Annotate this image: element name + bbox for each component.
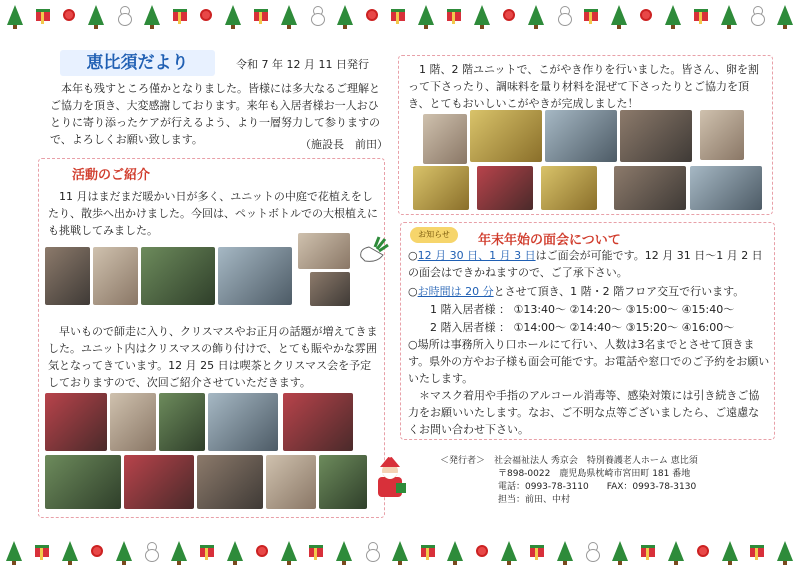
greeting-signature: （施設長 前田）: [300, 138, 388, 151]
visit-dates-line: [408, 247, 770, 281]
notice-badge: お知らせ: [410, 227, 458, 243]
gift-icon: [35, 545, 49, 557]
cooking-photo: [413, 166, 469, 210]
visit-time-note: とさせて頂き、1 階・2 階フロア交互で行います。: [493, 285, 745, 298]
cooking-photo: [477, 166, 533, 210]
christmas-tree-icon: [447, 541, 463, 561]
christmas-tree-icon: [392, 541, 408, 561]
ornament-icon: [697, 545, 709, 557]
christmas-photo: [45, 455, 121, 509]
christmas-tree-icon: [336, 541, 352, 561]
christmas-tree-icon: [62, 541, 78, 561]
radish-icon: [355, 235, 389, 265]
cooking-photo: [614, 166, 686, 210]
gift-icon: [421, 545, 435, 557]
bullet: ○: [408, 285, 418, 298]
publisher-phone: 電話：0993-78-3110 FAX：0993-78-3130: [498, 482, 697, 492]
cooking-photo: [470, 110, 542, 162]
gift-icon: [173, 9, 187, 21]
gift-icon: [391, 9, 405, 21]
christmas-tree-icon: [612, 541, 628, 561]
visit-time: お時間は 20 分: [417, 285, 494, 298]
cooking-text: 1 階、2 階ユニットで、こがやき作りを行いました。皆さん、卵を割って下さったり、調味料を量り材料を混ぜて下さったりとご協力を頂き、とてもおいしいこがやきが完成しました！: [408, 63, 759, 110]
activity-photo: [310, 272, 350, 306]
christmas-tree-icon: [144, 5, 160, 25]
activity-photo: [93, 247, 138, 305]
gift-icon: [530, 545, 544, 557]
christmas-tree-icon: [6, 541, 22, 561]
christmas-tree-icon: [665, 5, 681, 25]
christmas-photo: [45, 393, 107, 451]
ornament-icon: [91, 545, 103, 557]
christmas-tree-icon: [171, 541, 187, 561]
bullet: ○: [408, 249, 418, 262]
visit-title: 年末年始の面会について: [478, 233, 621, 248]
gift-icon: [584, 9, 598, 21]
publisher-address: 〒898-0022 鹿児島県枕崎市宮田町 181 番地: [498, 469, 691, 479]
christmas-tree-icon: [225, 5, 241, 25]
christmas-tree-icon: [281, 5, 297, 25]
christmas-tree-icon: [337, 5, 353, 25]
cooking-photo: [620, 110, 692, 162]
christmas-photo: [208, 393, 278, 451]
visit-location-text: ○場所は事務所入り口ホールにて行い、人数は3名までとさせて頂きます。県外の方やお子様も面会可能です。お電話や窓口でのご予約をお願いいたします。: [408, 338, 770, 385]
publisher-org: 社会福祉法人 秀京会 特別養護老人ホーム 恵比須: [494, 456, 698, 466]
publisher-info: [440, 455, 770, 507]
snowman-icon: [310, 6, 324, 24]
christmas-photo: [110, 393, 156, 451]
publisher-org-line: [440, 455, 770, 468]
christmas-photo: [197, 455, 263, 509]
floor1-schedule: 1 階入居者様 ： ①13:40〜 ②14:20〜 ③15:00〜 ④15:40〜: [430, 303, 735, 316]
christmas-photo: [266, 455, 316, 509]
christmas-tree-icon: [557, 541, 573, 561]
christmas-tree-icon: [501, 541, 517, 561]
visit-dates-note: はご面会が可能です。12 月 31 日〜1 月 2 日の面会はできかねますので、ご了承下さい。: [408, 249, 763, 279]
gift-icon: [200, 545, 214, 557]
santa-icon: [370, 455, 410, 499]
snowman-icon: [117, 6, 131, 24]
floor2-schedule: 2 階入居者様 ： ①14:00〜 ②14:40〜 ③15:20〜 ④16:00〜: [430, 321, 735, 334]
cooking-photo: [700, 110, 744, 160]
snowman-icon: [365, 542, 379, 560]
activity-paragraph-2: 早いもので師走に入り、クリスマスやお正月の話題が増えてきました。ユニット内はクリスマスの飾り付けで、とても賑やかな雰囲気となってきています。12 月 25 日は喫茶とクリスマス会を予定しておりますので、次回ご紹介させていただきます。: [48, 325, 378, 389]
greeting-text: 本年も残すところ僅かとなりました。皆様には多大なるご理解とご協力を頂き、大変感謝しております。来年も入居者様お一人おひとりに寄り添ったケアが行えるよう、より一層努力して参りますので、よろしくお願い致します。: [50, 82, 380, 146]
gift-icon: [36, 9, 50, 21]
ornament-icon: [366, 9, 378, 21]
snowman-icon: [750, 6, 764, 24]
cooking-photo: [541, 166, 597, 210]
christmas-tree-icon: [474, 5, 490, 25]
snowman-icon: [585, 542, 599, 560]
issue-date: 令和 7 年 12 月 11 日発行: [236, 58, 369, 71]
ornament-icon: [503, 9, 515, 21]
christmas-photo: [159, 393, 205, 451]
activity-photo: [45, 247, 90, 305]
ornament-icon: [640, 9, 652, 21]
christmas-photo: [319, 455, 367, 509]
christmas-tree-icon: [418, 5, 434, 25]
bottom-decoration-border: [0, 538, 800, 564]
christmas-tree-icon: [116, 541, 132, 561]
christmas-photo: [283, 393, 353, 451]
visit-dates: 12 月 30 日、1 月 3 日: [417, 249, 536, 262]
activity-photo: [298, 233, 350, 269]
ornament-icon: [63, 9, 75, 21]
christmas-tree-icon: [777, 541, 793, 561]
gift-icon: [309, 545, 323, 557]
visit-time-line: [408, 283, 770, 300]
christmas-tree-icon: [777, 5, 793, 25]
christmas-tree-icon: [528, 5, 544, 25]
activity-photo: [141, 247, 215, 305]
christmas-tree-icon: [281, 541, 297, 561]
visit-infection-note: ＊マスク着用や手指のアルコール消毒等、感染対策には引き続きご協力をお願いいたします。なお、ご不明な点等ございましたら、ご遠慮なくお問い合わせ下さい。: [408, 389, 760, 436]
gift-icon: [447, 9, 461, 21]
christmas-photo: [124, 455, 194, 509]
ornament-icon: [256, 545, 268, 557]
christmas-tree-icon: [611, 5, 627, 25]
christmas-tree-icon: [7, 5, 23, 25]
top-decoration-border: [0, 2, 800, 28]
publisher-staff: 担当：前田、中村: [498, 495, 571, 505]
activity-paragraph-1: 11 月はまだまだ暖かい日が多く、ユニットの中庭で花植えをしたり、散歩へ出かけました。今回は、ペットボトルでの大根植えにも挑戦してみました。: [48, 190, 378, 237]
cooking-photo: [423, 114, 467, 164]
cooking-photo: [690, 166, 762, 210]
snowman-icon: [557, 6, 571, 24]
gift-icon: [750, 545, 764, 557]
activity-title: 活動のご紹介: [72, 168, 151, 183]
gift-icon: [641, 545, 655, 557]
gift-icon: [694, 9, 708, 21]
cooking-photo: [545, 110, 617, 162]
christmas-tree-icon: [722, 541, 738, 561]
publisher-label: ＜発行者＞: [440, 456, 486, 466]
christmas-tree-icon: [668, 541, 684, 561]
ornament-icon: [476, 545, 488, 557]
christmas-tree-icon: [88, 5, 104, 25]
christmas-tree-icon: [227, 541, 243, 561]
snowman-icon: [144, 542, 158, 560]
gift-icon: [254, 9, 268, 21]
activity-photo: [218, 247, 292, 305]
ornament-icon: [200, 9, 212, 21]
newsletter-title: 恵比須だより: [60, 50, 215, 76]
christmas-tree-icon: [721, 5, 737, 25]
